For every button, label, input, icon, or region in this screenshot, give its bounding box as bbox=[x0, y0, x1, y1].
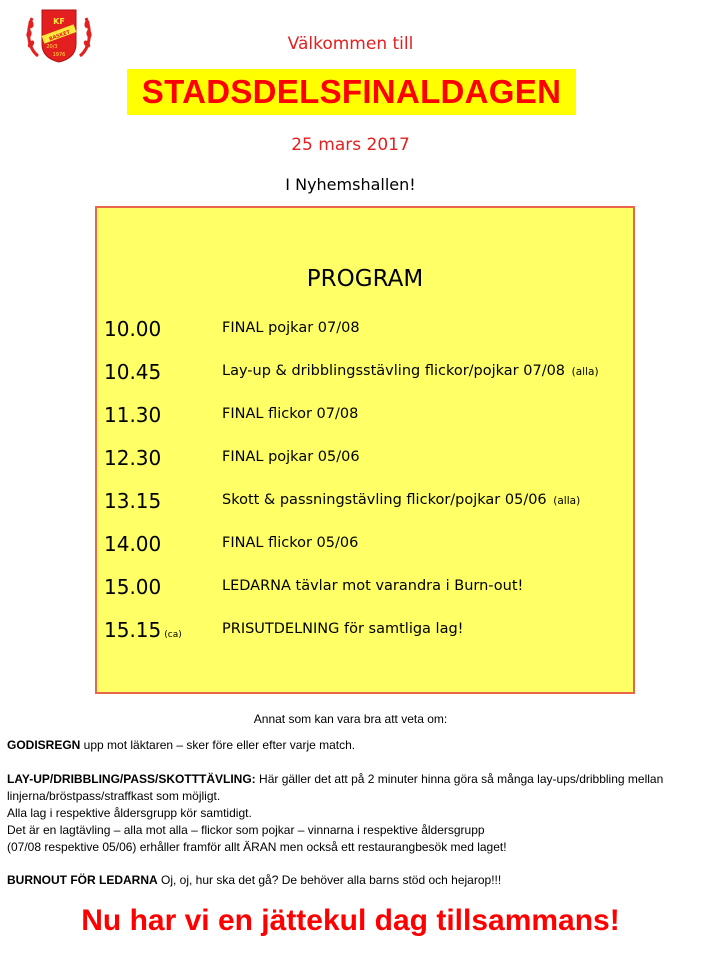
program-row bbox=[104, 446, 634, 476]
logo-year-bottom: 1976 bbox=[52, 52, 66, 58]
program-row bbox=[104, 532, 634, 562]
program-title: PROGRAM bbox=[306, 266, 424, 292]
welcome-text: Välkommen till bbox=[287, 34, 414, 54]
program-time: 11.30 bbox=[104, 403, 162, 427]
logo-top-text: KF bbox=[53, 17, 65, 26]
page-title: STADSDELSFINALDAGEN bbox=[141, 73, 562, 110]
info-label: GODISREGN bbox=[7, 738, 81, 752]
program-row bbox=[104, 360, 634, 390]
program-event: LEDARNA tävlar mot varandra i Burn-out! bbox=[222, 578, 524, 594]
program-time: 10.00 bbox=[104, 317, 162, 341]
program-event: FINAL pojkar 05/06 bbox=[222, 449, 360, 465]
program-time: 12.30 bbox=[104, 446, 162, 470]
program-row bbox=[104, 403, 634, 433]
info-burnout: BURNOUT FÖR LEDARNA Oj, oj, hur ska det gå? De behöver alla barns stöd och hejarop!!! bbox=[7, 873, 502, 887]
program-row bbox=[104, 618, 634, 648]
program-row bbox=[104, 575, 634, 605]
logo-band-text: BASKET bbox=[48, 29, 72, 43]
footer-slogan: Nu har vi en jättekul dag tillsammans! bbox=[81, 904, 620, 937]
logo-year-left: 20/3 bbox=[46, 44, 58, 50]
info-godisregn: GODISREGN upp mot läktaren – sker före eller efter varje match. bbox=[7, 738, 356, 752]
program-time: 15.00 bbox=[104, 575, 162, 599]
program-event: FINAL flickor 07/08 bbox=[222, 406, 359, 422]
program-row bbox=[104, 317, 634, 347]
info-label: BURNOUT FÖR LEDARNA bbox=[7, 873, 158, 887]
program-time: 14.00 bbox=[104, 532, 162, 556]
program-time: 13.15 bbox=[104, 489, 162, 513]
info-heading: Annat som kan vara bra att veta om: bbox=[253, 712, 448, 726]
info-label: LAY-UP/DRIBBLING/PASS/SKOTTTÄVLING: bbox=[7, 772, 256, 786]
info-layup: LAY-UP/DRIBBLING/PASS/SKOTTTÄVLING: Här gäller det att på 2 minuter hinna göra så många lay-ups/dribbling mellan linjerna/bröstpass/straffkast som möjligt. Alla lag i respektive åldersgrupp kör samtidigt. Det är en lagtävling – alla mot alla – flickor som pojkar – vinnarna i respektive åldersgrupp (07/08 respektive 05/06) erhåller framför allt ÄRAN men också ett restaurangbesök med laget! bbox=[7, 772, 664, 854]
event-venue: I Nyhemshallen! bbox=[285, 175, 416, 194]
program-time: 10.45 bbox=[104, 360, 162, 384]
title-banner bbox=[127, 69, 576, 115]
program-row bbox=[104, 489, 634, 519]
program-event: FINAL flickor 05/06 bbox=[222, 535, 359, 551]
event-date: 25 mars 2017 bbox=[291, 135, 410, 155]
program-box bbox=[95, 206, 635, 694]
program-event: Lay-up & dribblingsstävling flickor/pojkar 07/08 (alla) bbox=[222, 363, 599, 379]
program-event: FINAL pojkar 07/08 bbox=[222, 320, 360, 336]
program-event: Skott & passningstävling flickor/pojkar 05/06 (alla) bbox=[222, 492, 581, 508]
program-event: PRISUTDELNING för samtliga lag! bbox=[222, 621, 464, 637]
program-time: 15.15 (ca) bbox=[104, 618, 182, 642]
